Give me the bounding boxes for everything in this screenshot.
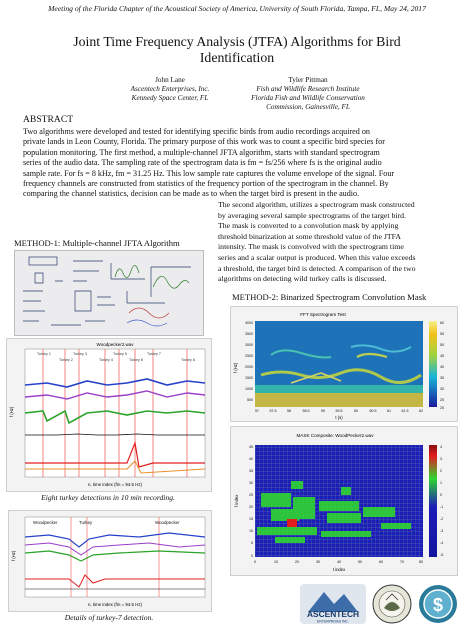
poster-title xyxy=(20,34,454,66)
mask-cbar-tick: -5 xyxy=(440,553,444,557)
mask-ytick: 15 xyxy=(249,517,253,521)
fft-xtick: 59.5 xyxy=(335,409,343,413)
mask-yticks xyxy=(249,445,253,558)
fft-xtick: 58.5 xyxy=(302,409,310,413)
fft-xtick: 57.5 xyxy=(269,409,277,413)
dollar-icon: $ xyxy=(432,595,444,615)
mask-xtick: 80 xyxy=(419,560,423,564)
abstract-line: comparing the channel statistics, decision can be made as to when the target bird is present in the audio. xyxy=(23,189,360,199)
ascentech-wordmark: ASCENTECH xyxy=(306,609,360,619)
mask-red-region xyxy=(287,519,297,527)
mask-cbar-tick: 2 xyxy=(440,469,442,473)
mask-xtick: 60 xyxy=(379,560,383,564)
plot1-label: Turkey 7 xyxy=(147,352,161,356)
fft-xtick: 58 xyxy=(287,409,291,413)
fft-ytick: 4000 xyxy=(245,321,253,325)
mask-xticks xyxy=(254,560,423,564)
plot1-title: Woodpecker2.wav xyxy=(96,342,134,347)
author-affil: Fish and Wildlife Research Institute xyxy=(256,85,360,93)
mask-ytick: 0 xyxy=(251,554,253,558)
ascentech-logo xyxy=(300,584,366,624)
abstract-body xyxy=(23,127,453,200)
plot1-label: Turkey 4 xyxy=(99,358,113,362)
method2-heading: METHOD-2: Binarized Spectrogram Convolution Mask xyxy=(232,292,427,302)
abstract-line: Two algorithms were developed and tested for identifying specific birds from audio recordings acquired on xyxy=(23,127,370,136)
title-line-1: Joint Time Frequency Analysis (JTFA) Algorithms for Bird xyxy=(73,34,401,49)
fft-xtick: 57 xyxy=(255,409,259,413)
ascentech-subtitle: ENTERPRISES INC. xyxy=(317,619,349,624)
mask-ylabel: f index xyxy=(234,494,239,507)
mask-ytick: 45 xyxy=(249,445,253,449)
abstract-heading: ABSTRACT xyxy=(23,114,74,125)
method1-heading: METHOD-1: Multiple-channel JFTA Algorithm xyxy=(14,238,180,248)
author-affil: Ascentech Enterprises, Inc. xyxy=(130,85,210,93)
fft-xticks xyxy=(255,409,423,413)
method2-line: a threshold, the target bird is detected. A comparison of the two xyxy=(218,263,416,273)
fft-ytick: 2000 xyxy=(245,365,253,369)
fft-cbar-tick: 55 xyxy=(440,332,444,336)
mask-ytick: 25 xyxy=(249,493,253,497)
author-affil: Kennedy Space Center, FL xyxy=(131,94,209,102)
fft-yticks xyxy=(245,321,253,402)
mask-ytick: 20 xyxy=(249,505,253,509)
mask-xtick: 0 xyxy=(254,560,256,564)
fft-cbar-ticks xyxy=(440,321,444,410)
plot2-label-woodpecker: Woodpecker xyxy=(33,520,58,525)
fft-ylabel: f (Hz) xyxy=(233,362,238,373)
plot1-label: Turkey 2 xyxy=(59,358,73,362)
mask-xtick: 20 xyxy=(295,560,299,564)
fft-cbar-tick: 20 xyxy=(440,406,444,410)
fft-cbar-tick: 50 xyxy=(440,343,444,347)
method2-line: algorithms on detecting wild turkey calls is discussed. xyxy=(218,274,387,284)
plot2-chart xyxy=(9,511,211,611)
fft-ytick: 500 xyxy=(247,398,253,402)
fft-ytick: 3000 xyxy=(245,343,253,347)
plot1-label: Turkey 3 xyxy=(73,352,87,356)
plot1-caption: Eight turkey detections in 10 min recording. xyxy=(41,493,175,502)
mask-xtick: 30 xyxy=(316,560,320,564)
mask-ytick: 5 xyxy=(251,541,253,545)
plot2-label-turkey: Turkey xyxy=(79,520,93,525)
fft-title: FFT Spectrogram Test xyxy=(300,312,346,317)
mask-xtick: 50 xyxy=(358,560,362,564)
fft-xtick: 60.5 xyxy=(369,409,377,413)
plot1-label: Turkey 5 xyxy=(113,352,127,356)
method2-line: series and a scalar output is produced. When this value exceeds xyxy=(218,252,416,262)
mask-cbar-tick: -4 xyxy=(440,541,444,545)
abstract-line: series of the audio data. The sampling rate of the spectrogram data is fm = fs/256 where fs is the original audio xyxy=(23,158,382,168)
author-pittman xyxy=(238,76,378,112)
plot1-panel xyxy=(6,338,212,492)
plot1-xlabel: n, time index (fm = 94.5 Hz) xyxy=(87,482,143,487)
fft-ytick: 3500 xyxy=(245,332,253,336)
fft-cbar-tick: 25 xyxy=(440,398,444,402)
ascentech-logo-art xyxy=(300,584,366,624)
fft-cbar-tick: 35 xyxy=(440,376,444,380)
method2-line: The mask is converted to a convolution mask by applying xyxy=(218,221,399,231)
funding-seal xyxy=(418,584,458,624)
mask-cbar-tick: 3 xyxy=(440,457,442,461)
plot1-ylabel: f (Hz) xyxy=(9,406,14,417)
mask-heatmap xyxy=(231,427,457,575)
fft-cbar-tick: 60 xyxy=(440,321,444,325)
mask-xtick: 40 xyxy=(337,560,341,564)
fft-xtick: 60 xyxy=(354,409,358,413)
fft-colorbar xyxy=(429,321,437,407)
fft-spectrogram xyxy=(231,307,457,421)
mask-ytick: 10 xyxy=(249,529,253,533)
author-name: Tyler Pittman xyxy=(288,76,328,84)
meeting-header: Meeting of the Florida Chapter of the Acoustical Society of America, University of South Florida, Tampa, FL, May 24, 2017 xyxy=(48,4,426,13)
mask-cbar-ticks xyxy=(440,445,443,557)
plot2-xlabel: n, time index (fm = 94.5 Hz) xyxy=(87,602,143,607)
method2-line: intensity. The mask is convolved with the spectrogram time xyxy=(218,242,404,252)
plot1-label: Turkey 6 xyxy=(129,358,143,362)
method2-line: The second algorithm, utilizes a spectrogram mask constructed xyxy=(218,200,415,209)
mask-cbar-tick: 0 xyxy=(440,493,442,497)
mask-colorbar xyxy=(429,445,437,557)
plot1-label: Turkey 8 xyxy=(181,358,195,362)
mask-cbar-tick: -2 xyxy=(440,517,444,521)
method2-description xyxy=(218,200,454,285)
plot2-label-woodpecker: Woodpecker xyxy=(155,520,180,525)
author-affil: Florida Fish and Wildlife Conservation xyxy=(251,94,365,102)
method2-line: by averaging several sample spectrograms of the target bird. xyxy=(218,210,406,220)
abstract-line: private lands in Leon County, Florida. The primary purpose of this work was to count a specific bird species for xyxy=(23,137,385,147)
fft-cbar-tick: 40 xyxy=(440,365,444,369)
author-affil: Commission, Gainesville, FL xyxy=(266,103,350,111)
mask-panel xyxy=(230,426,458,576)
fft-cbar-tick: 45 xyxy=(440,354,444,358)
mask-xlabel: t index xyxy=(332,567,346,572)
mask-title: MASK Composite: WoodPecker2.wav xyxy=(296,433,374,438)
abstract-line: population monitoring. The first method, a multiple-channel JFTA algorithm, starts with standard spectrogram xyxy=(23,147,380,157)
mask-xtick: 10 xyxy=(274,560,278,564)
author-name: John Lane xyxy=(155,76,185,84)
mask-cbar-tick: 1 xyxy=(440,481,442,485)
author-lane xyxy=(110,76,230,103)
fft-xtick: 59 xyxy=(321,409,325,413)
abstract-line: sample rate. For fs = 8 kHz, fm = 31.25 Hz. This low sample rate captures the volume envelope of the signal. Four xyxy=(23,168,395,178)
mask-cbar-tick: -3 xyxy=(440,529,444,533)
mask-cbar-tick: -1 xyxy=(440,505,444,509)
mask-cbar-tick: 4 xyxy=(440,445,442,449)
fft-xtick: 62 xyxy=(419,409,423,413)
mask-ytick: 30 xyxy=(249,481,253,485)
plot2-panel xyxy=(8,510,212,612)
mask-ytick: 40 xyxy=(249,457,253,461)
plot2-caption: Details of turkey-7 detection. xyxy=(64,613,154,622)
method2-line: threshold binarization at some threshold value of the JTFA xyxy=(218,231,402,241)
fft-ytick: 1000 xyxy=(245,387,253,391)
mask-ytick: 35 xyxy=(249,469,253,473)
fft-cbar-tick: 30 xyxy=(440,387,444,391)
whiteboard-photo xyxy=(14,250,204,336)
plot1-label: Turkey 1 xyxy=(37,352,51,356)
plot1-chart xyxy=(7,339,211,491)
abstract-line: frequency channels are constructed from statistics of the frequency portion of the spectrogram in the channel. By xyxy=(23,179,389,189)
fwc-seal-art xyxy=(372,584,412,624)
fft-ytick: 1500 xyxy=(245,376,253,380)
fft-xtick: 61.5 xyxy=(401,409,409,413)
whiteboard-sketch xyxy=(15,251,203,335)
fwc-seal xyxy=(372,584,412,624)
mask-xtick: 70 xyxy=(400,560,404,564)
fft-panel xyxy=(230,306,458,422)
title-line-2: Identification xyxy=(199,50,275,65)
fft-xtick: 61 xyxy=(387,409,391,413)
funding-seal-art xyxy=(418,584,458,624)
fft-xlabel: t (s) xyxy=(335,415,343,420)
fft-ytick: 2500 xyxy=(245,354,253,358)
plot2-ylabel: f (Hz) xyxy=(11,550,16,561)
